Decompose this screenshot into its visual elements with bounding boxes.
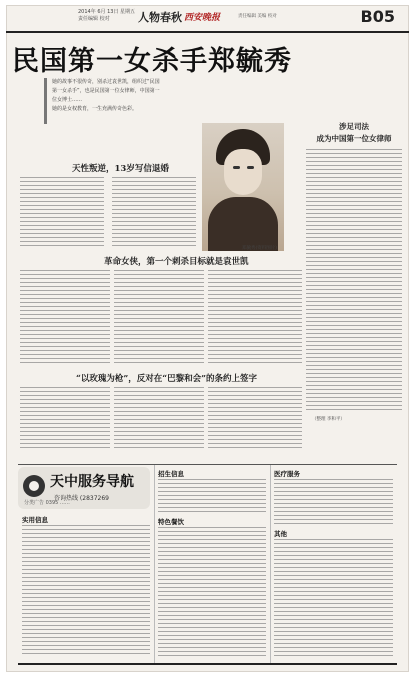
ad-section-heading: 招生信息 <box>158 470 184 478</box>
sidebar-title-line: 成为中国第一位女律师 <box>316 134 392 143</box>
masthead-editors: 责任编辑 美编 校对 <box>238 14 277 19</box>
ad-divider <box>154 465 155 665</box>
service-hotline: 咨询热线 (2837269 <box>54 495 109 502</box>
masthead <box>6 5 409 33</box>
sidebar-title <box>306 121 402 145</box>
ad-listings <box>158 527 266 657</box>
portrait-photo <box>202 123 284 251</box>
ad-listings <box>274 479 393 527</box>
photo-caption: 郑毓秀(资料图片) <box>242 246 278 251</box>
masthead-editors-line: 责任编辑 校对 <box>78 16 110 22</box>
ad-section-heading: 其他 <box>274 530 287 538</box>
subhead-childhood: 天性叛逆，13岁写信退婚 <box>72 164 169 174</box>
ad-listings <box>22 525 150 657</box>
ad-divider <box>270 465 271 665</box>
ad-section-heading: 实用信息 <box>22 516 48 524</box>
body-text-column <box>114 270 204 366</box>
intro-line: 她的是女权教育，一生充满传奇色彩。 <box>52 106 138 112</box>
intro-line: 位女博士…… <box>52 97 83 103</box>
subhead-revolution: 革命女侠，第一个刺杀目标就是袁世凯 <box>104 257 249 267</box>
article-credit: （整理 李和平） <box>312 417 345 422</box>
ad-listings <box>158 479 266 515</box>
newspaper-brand: 西安晚报 <box>184 13 221 23</box>
service-logo-icon <box>23 475 45 497</box>
body-text-column <box>20 177 104 249</box>
service-directory-ad <box>18 464 397 665</box>
page-number: B05 <box>360 7 395 26</box>
ad-section-heading: 医疗服务 <box>274 470 300 478</box>
sidebar-text-column <box>306 149 402 411</box>
page-bottom-rule <box>18 663 397 665</box>
portrait-eye <box>247 166 254 169</box>
body-text-column <box>112 177 196 249</box>
sidebar-title-line: 涉足司法 <box>339 122 369 131</box>
intro-line: 第一女杀手”，也是民国第一位女律师，中国第一 <box>52 88 160 94</box>
portrait-face <box>224 149 262 195</box>
article-intro <box>44 78 194 124</box>
section-title: 人物春秋 <box>138 11 182 24</box>
body-text-column <box>20 270 110 366</box>
service-tagline: 分类广告 0395 …… <box>24 500 70 506</box>
body-text-column <box>114 387 204 451</box>
service-directory-banner <box>18 467 150 509</box>
ad-section-heading: 特色餐饮 <box>158 518 184 526</box>
intro-line: 她的故事不很传奇，别杀过袁世凯，组织过“民国 <box>52 79 160 85</box>
subhead-paris: “以玫瑰为枪”，反对在“巴黎和会”的条约上签字 <box>76 374 258 384</box>
service-directory-title: 天中服务导航 <box>50 474 134 490</box>
portrait-eye <box>233 166 240 169</box>
portrait-coat <box>208 197 278 251</box>
body-text-column <box>208 387 302 451</box>
masthead-date: 2014年 6月 13日 星期五 <box>78 9 136 15</box>
body-text-column <box>20 387 110 451</box>
newspaper-page <box>6 5 409 672</box>
body-text-column <box>208 270 302 366</box>
article-headline: 民国第一女杀手郑毓秀 <box>12 46 292 77</box>
ad-listings <box>274 539 393 657</box>
